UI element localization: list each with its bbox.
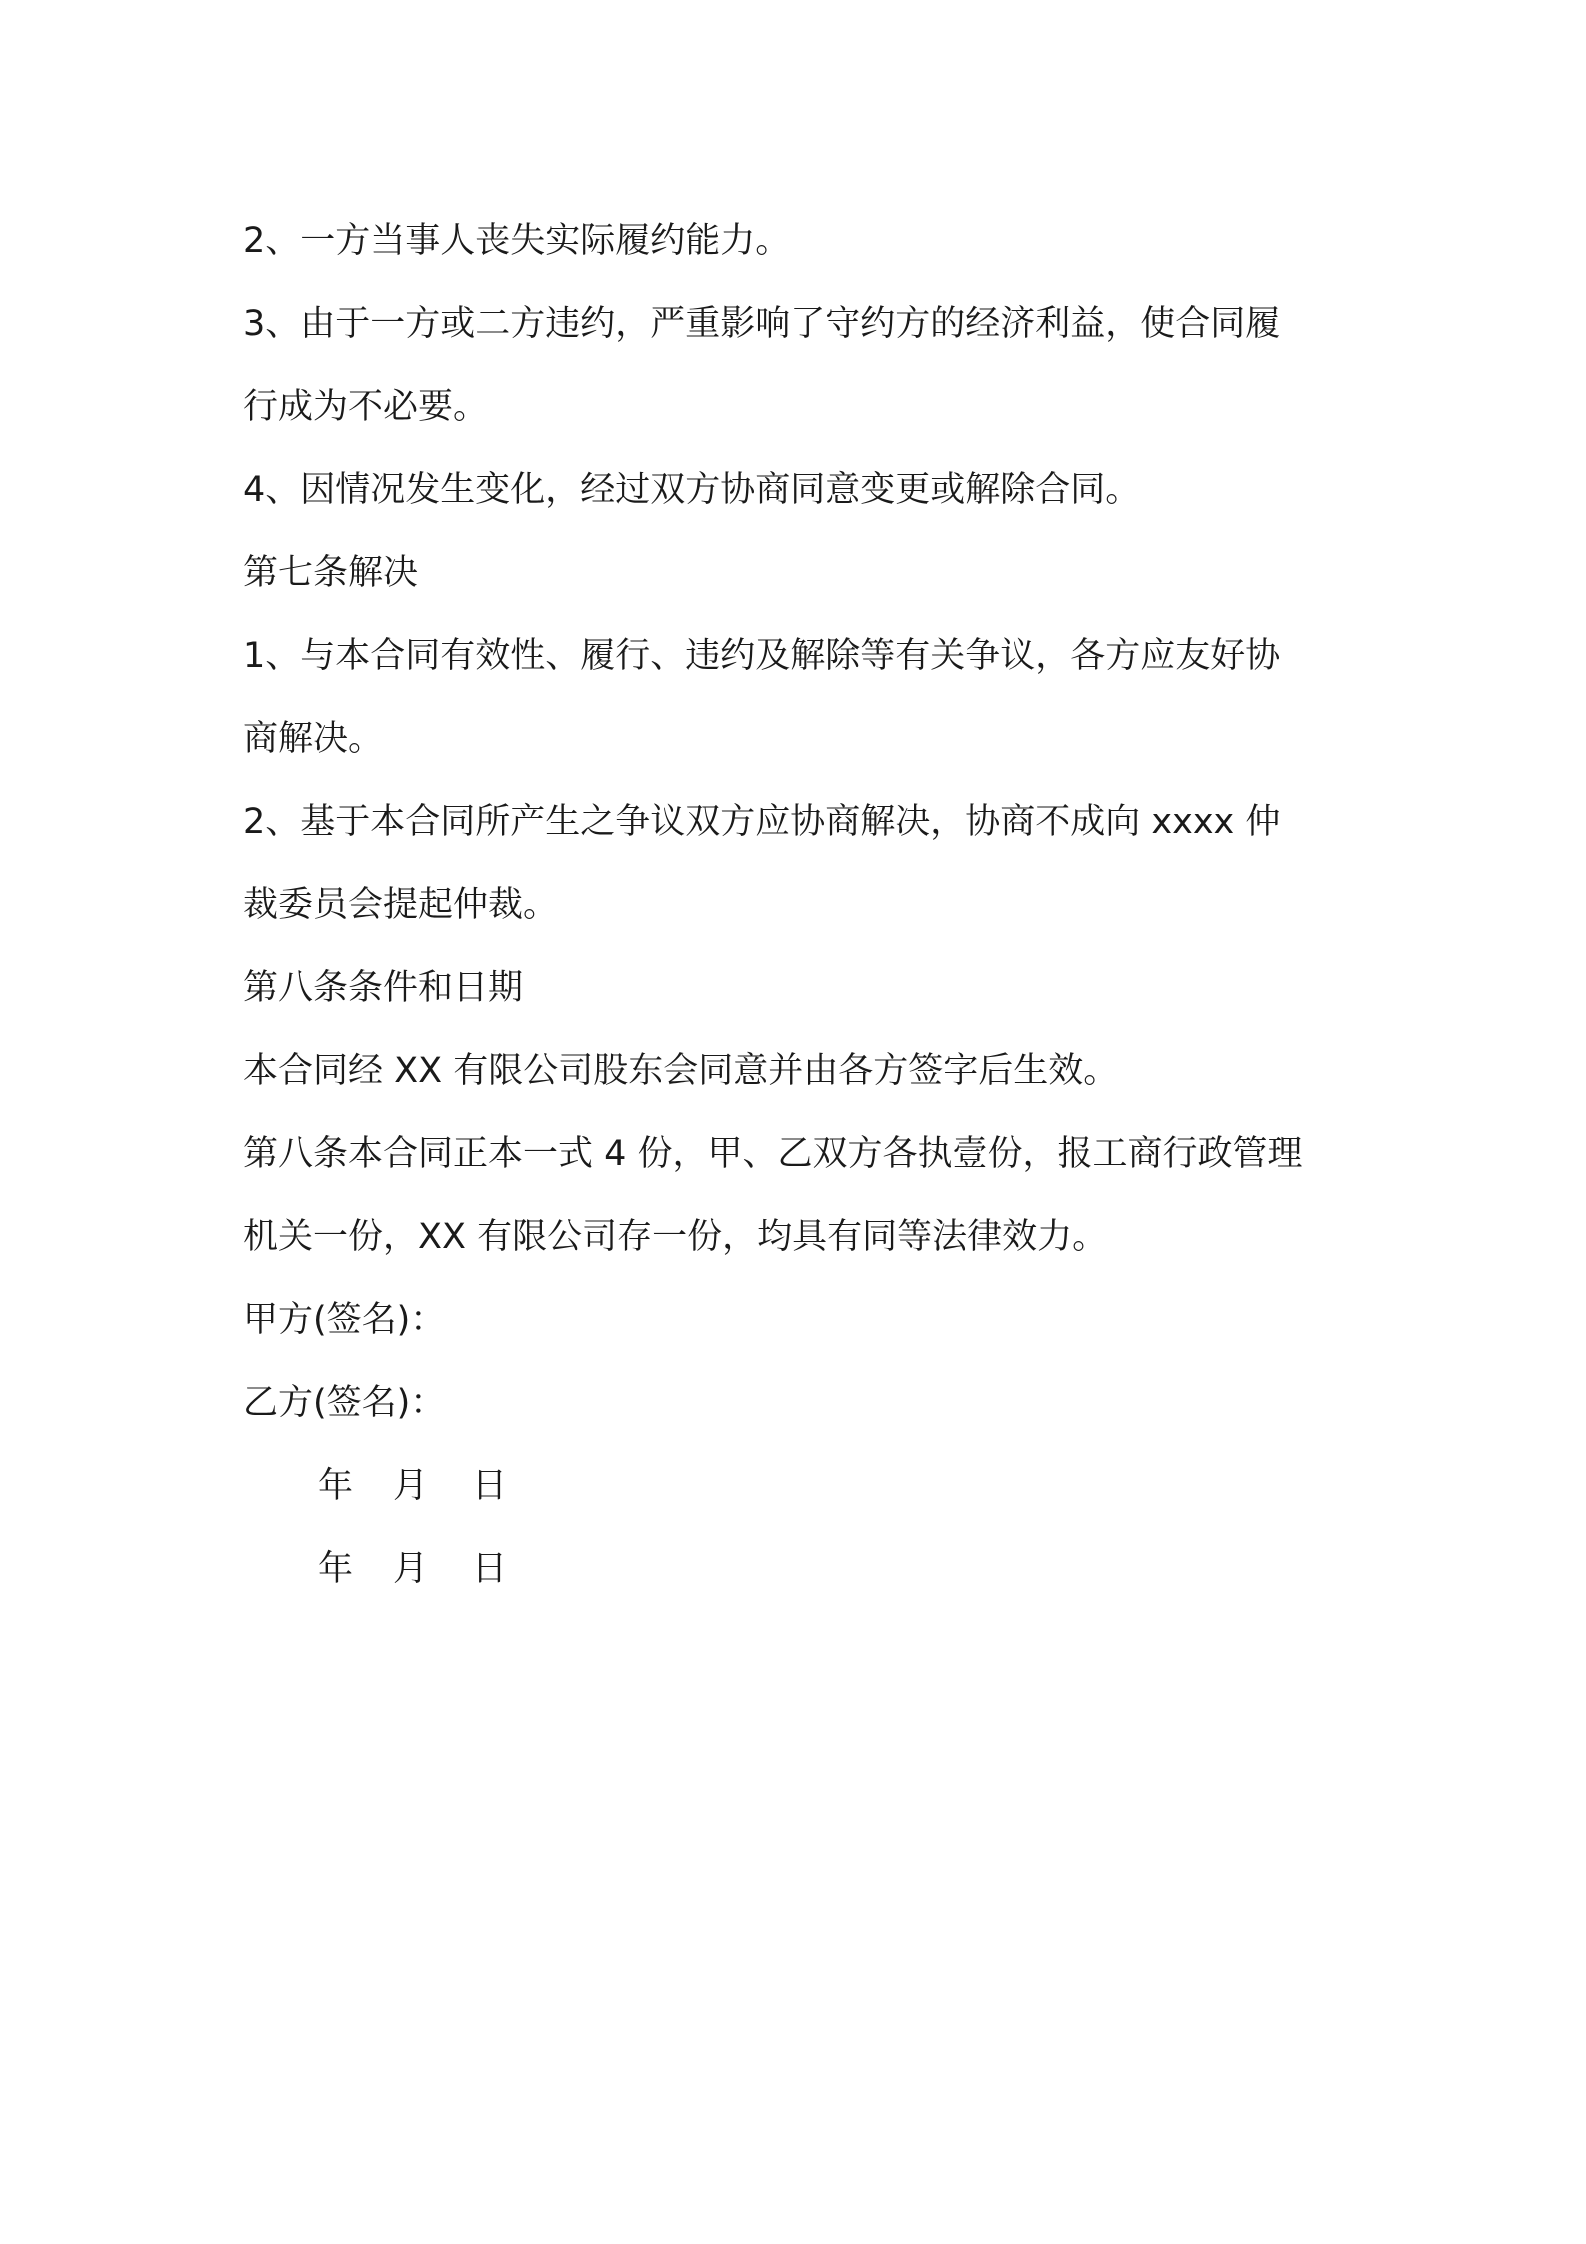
article-7-item-1-part1: 1、与本合同有效性、履行、违约及解除等有关争议，各方应友好协: [243, 636, 1281, 676]
article-7-item-2-part2: 裁委员会提起仲裁。: [243, 885, 559, 925]
clause-item-3-part2: 行成为不必要。: [243, 387, 489, 427]
article-8-copies-part2: 机关一份，XX 有限公司存一份，均具有同等法律效力。: [243, 1217, 1108, 1257]
date-year: 年: [318, 1466, 354, 1506]
date-month: 月: [393, 1466, 429, 1506]
date-day: 日: [472, 1466, 508, 1506]
clause-item-2: 2、一方当事人丧失实际履约能力。: [243, 221, 791, 261]
date-line-1: [243, 1445, 1363, 1528]
clause-item-4: 4、因情况发生变化，经过双方协商同意变更或解除合同。: [243, 470, 1141, 510]
party-b-signature: 乙方(签名)：: [243, 1383, 446, 1423]
article-8-copies-part1: 第八条本合同正本一式 4 份，甲、乙双方各执壹份，报工商行政管理: [243, 1134, 1303, 1174]
date-day: 日: [472, 1549, 508, 1589]
article-7-item-1-part2: 商解决。: [243, 719, 384, 759]
article-7-heading: 第七条解决: [243, 553, 419, 593]
date-line-2: [243, 1528, 1363, 1611]
article-7-item-2-part1: 2、基于本合同所产生之争议双方应协商解决，协商不成向 xxxx 仲: [243, 802, 1281, 842]
article-8-heading: 第八条条件和日期: [243, 968, 524, 1008]
party-a-signature: 甲方(签名)：: [243, 1300, 446, 1340]
clause-item-3-part1: 3、由于一方或二方违约，严重影响了守约方的经济利益，使合同履: [243, 304, 1281, 344]
article-8-effect-clause: 本合同经 XX 有限公司股东会同意并由各方签字后生效。: [243, 1051, 1119, 1091]
date-month: 月: [393, 1549, 429, 1589]
date-year: 年: [318, 1549, 354, 1589]
document-body: [243, 200, 1363, 1611]
